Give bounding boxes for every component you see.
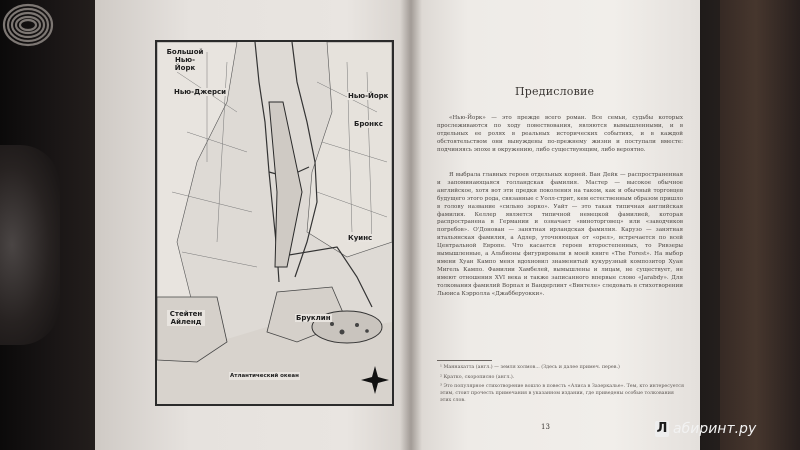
footnote-2: ² Кратко, скорописно (англ.).: [440, 375, 515, 380]
map-label-staten-island: Стейтен Айленд: [167, 310, 205, 326]
footnote-1: ¹ Маннахатта (англ.) — земля холмов... (Здесь и далее примеч. перев.): [440, 365, 620, 370]
page-title: Предисловие: [515, 85, 595, 98]
watermark-text: абиринт.ру: [673, 421, 757, 437]
map-label-queens: Куинс: [348, 234, 373, 242]
new-york-map: [155, 40, 394, 406]
labirint-watermark: [655, 421, 791, 439]
spiral-keyring: [0, 0, 70, 70]
map-label-bronx: Бронкс: [354, 120, 383, 128]
paragraph-2: Я выбрала главных героев отдельных корней. Ван Дейк — распространенная и запоминающаяся голландская фамилия. Мастер — высокое обычное английское, хотя вот эти предки поколения на таком, как и обычный торговцев будущего этого рода, связанные с Уолл-стрит, кем естественным образом пришло в голову название «сильно зорко». Уайт — это такая типичная английская фамилия. Келлер является типичной немецкой фамилией, которая распространена в Германии и означает «виноторговец» или «заводчиков погребов». О'Донован — занятная ирландская фамилия. Карузо — занятная итальянская фамилия, а Адлер, уточняющая от «орел», встречается по всей Центральной Европе. Что касается героев второстепенных, то Ривзеры вымышленные, а Альбионы фигурировали в моей книге «The Forest». На выбор имени Хуан Кампо меня вдохновил знаменитый кукурузный композитор Хуан Мигель Кампо. Фамилии Хамбелей, вымышлены и лицам, не существует, не имеют отношения XVI века и также записанного впервые слово «Jarabdy». Для толкования фамилий Ворпал и Вандерлинт «Винтеле» следовать в стихотворении Льюиса Кэрролла «Джабберуокки».: [437, 172, 683, 297]
map-label-greater-new-york: Большой Нью-Йорк: [166, 48, 204, 72]
leather-object: [720, 0, 800, 450]
footnote-divider: [437, 360, 492, 361]
footnote-3: ³ Это популярное стихотворение вошло в повесть «Алиса в Зазеркалье». Тем, кто интересуется этим, стоит прочесть примечания в указанном издании, где приведены особые толкования этих слов.: [440, 384, 684, 403]
paragraph-1: «Нью-Йорк» — это прежде всего роман. Все семьи, судьбы которых прослеживаются по ходу повествования, являются вымышленными, и в отдельных ее ролях в реальных исторических событиях, и в каждой обстоятельством они вынуждены по-прежнему жизни и поступали вместе: подчиняясь эпохе и окружению, либо существующим, либо вероятно.: [437, 115, 683, 153]
map-label-new-jersey: Нью-Джерси: [174, 88, 227, 96]
map-label-brooklyn: Бруклин: [296, 314, 331, 322]
wrist-watch: [0, 145, 60, 345]
map-label-new-york: Нью-Йорк: [348, 92, 389, 100]
page-number: 13: [541, 423, 550, 431]
map-label-atlantic-ocean: Атлантический океан: [230, 373, 299, 379]
book-gutter: [400, 0, 422, 450]
labirint-logo-icon: Л: [656, 421, 668, 436]
